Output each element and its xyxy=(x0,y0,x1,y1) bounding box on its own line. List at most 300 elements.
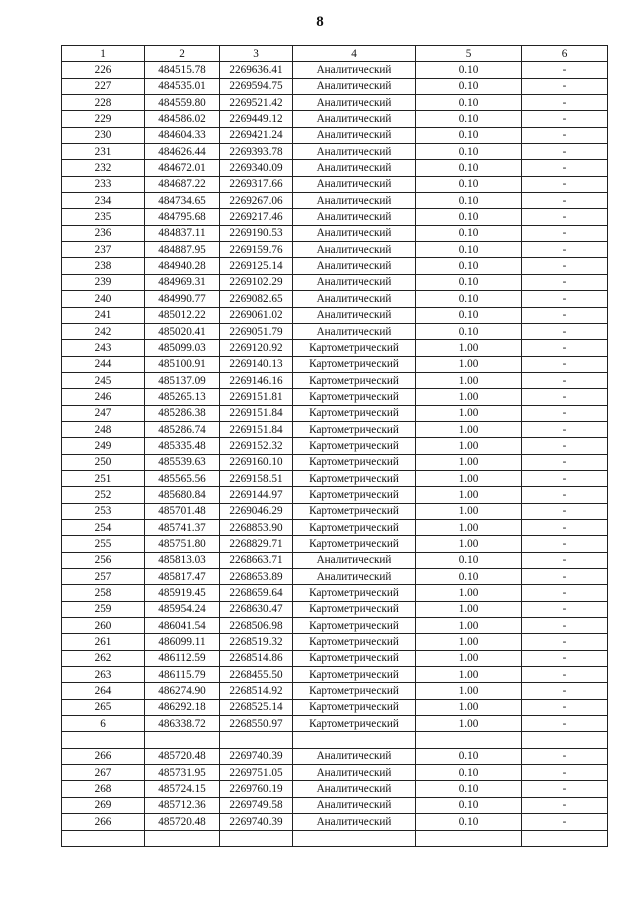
y-coordinate-cell: 2269740.39 xyxy=(220,814,293,830)
method-cell: Картометрический xyxy=(293,340,416,356)
y-coordinate-cell: 2269594.75 xyxy=(220,78,293,94)
method-cell: Картометрический xyxy=(293,389,416,405)
table-row xyxy=(62,634,608,650)
x-coordinate-cell: 485680.84 xyxy=(145,487,220,503)
description-cell: - xyxy=(522,389,608,405)
y-coordinate-cell: 2268519.32 xyxy=(220,634,293,650)
point-number-cell: 230 xyxy=(62,127,145,143)
table-row xyxy=(62,193,608,209)
method-cell: Аналитический xyxy=(293,748,416,764)
description-cell: - xyxy=(522,667,608,683)
x-coordinate-cell: 486115.79 xyxy=(145,667,220,683)
point-number-cell: 244 xyxy=(62,356,145,372)
x-coordinate-cell: 485137.09 xyxy=(145,372,220,388)
accuracy-cell: 0.10 xyxy=(416,144,522,160)
x-coordinate-cell: 484734.65 xyxy=(145,193,220,209)
description-cell: - xyxy=(522,487,608,503)
x-coordinate-cell xyxy=(145,830,220,846)
point-number-cell: 236 xyxy=(62,225,145,241)
accuracy-cell: 1.00 xyxy=(416,618,522,634)
x-coordinate-cell: 485099.03 xyxy=(145,340,220,356)
x-coordinate-cell: 484687.22 xyxy=(145,176,220,192)
description-cell: - xyxy=(522,454,608,470)
point-number-cell: 238 xyxy=(62,258,145,274)
method-cell: Картометрический xyxy=(293,405,416,421)
method-cell: Картометрический xyxy=(293,667,416,683)
point-number-cell: 248 xyxy=(62,421,145,437)
point-number-cell: 255 xyxy=(62,536,145,552)
method-cell: Аналитический xyxy=(293,193,416,209)
accuracy-cell: 0.10 xyxy=(416,748,522,764)
description-cell: - xyxy=(522,193,608,209)
accuracy-cell: 1.00 xyxy=(416,421,522,437)
table-row xyxy=(62,487,608,503)
y-coordinate-cell: 2269760.19 xyxy=(220,781,293,797)
description-cell: - xyxy=(522,340,608,356)
point-number-cell: 265 xyxy=(62,699,145,715)
description-cell: - xyxy=(522,242,608,258)
method-cell: Аналитический xyxy=(293,95,416,111)
table-row xyxy=(62,552,608,568)
accuracy-cell: 0.10 xyxy=(416,797,522,813)
description-cell: - xyxy=(522,765,608,781)
table-row xyxy=(62,618,608,634)
table-row xyxy=(62,748,608,764)
point-number-cell: 233 xyxy=(62,176,145,192)
x-coordinate-cell: 484887.95 xyxy=(145,242,220,258)
description-cell: - xyxy=(522,536,608,552)
y-coordinate-cell: 2268550.97 xyxy=(220,716,293,732)
method-cell: Аналитический xyxy=(293,176,416,192)
point-number-cell: 260 xyxy=(62,618,145,634)
table-row xyxy=(62,176,608,192)
table-row xyxy=(62,209,608,225)
point-number-cell: 228 xyxy=(62,95,145,111)
table-row xyxy=(62,765,608,781)
accuracy-cell: 0.10 xyxy=(416,781,522,797)
method-cell: Картометрический xyxy=(293,618,416,634)
table-row-blank xyxy=(62,732,608,748)
x-coordinate-cell: 485020.41 xyxy=(145,323,220,339)
accuracy-cell: 1.00 xyxy=(416,389,522,405)
point-number-cell: 247 xyxy=(62,405,145,421)
x-coordinate-cell: 485720.48 xyxy=(145,814,220,830)
accuracy-cell: 0.10 xyxy=(416,111,522,127)
x-coordinate-cell: 485724.15 xyxy=(145,781,220,797)
point-number-cell: 242 xyxy=(62,323,145,339)
description-cell: - xyxy=(522,650,608,666)
description-cell: - xyxy=(522,748,608,764)
accuracy-cell: 1.00 xyxy=(416,454,522,470)
method-cell xyxy=(293,732,416,748)
description-cell: - xyxy=(522,291,608,307)
table-row xyxy=(62,814,608,830)
method-cell: Картометрический xyxy=(293,470,416,486)
method-cell: Аналитический xyxy=(293,552,416,568)
description-cell: - xyxy=(522,634,608,650)
column-header-description: 6 xyxy=(522,46,608,62)
y-coordinate-cell: 2268455.50 xyxy=(220,667,293,683)
method-cell: Аналитический xyxy=(293,144,416,160)
accuracy-cell: 1.00 xyxy=(416,470,522,486)
accuracy-cell: 1.00 xyxy=(416,683,522,699)
table-row xyxy=(62,585,608,601)
table-row xyxy=(62,438,608,454)
description-cell: - xyxy=(522,209,608,225)
description-cell xyxy=(522,732,608,748)
method-cell: Картометрический xyxy=(293,519,416,535)
method-cell: Картометрический xyxy=(293,650,416,666)
y-coordinate-cell: 2269140.13 xyxy=(220,356,293,372)
description-cell: - xyxy=(522,585,608,601)
table-row xyxy=(62,340,608,356)
table-row xyxy=(62,389,608,405)
x-coordinate-cell: 484535.01 xyxy=(145,78,220,94)
y-coordinate-cell: 2268829.71 xyxy=(220,536,293,552)
y-coordinate-cell: 2268653.89 xyxy=(220,569,293,585)
table-header-row xyxy=(62,46,608,62)
y-coordinate-cell: 2269051.79 xyxy=(220,323,293,339)
method-cell: Аналитический xyxy=(293,209,416,225)
y-coordinate-cell: 2268514.86 xyxy=(220,650,293,666)
column-header-method: 4 xyxy=(293,46,416,62)
method-cell: Картометрический xyxy=(293,601,416,617)
point-number-cell: 257 xyxy=(62,569,145,585)
accuracy-cell xyxy=(416,732,522,748)
accuracy-cell: 0.10 xyxy=(416,258,522,274)
accuracy-cell: 0.10 xyxy=(416,160,522,176)
description-cell: - xyxy=(522,111,608,127)
y-coordinate-cell: 2268659.64 xyxy=(220,585,293,601)
y-coordinate-cell: 2269151.84 xyxy=(220,405,293,421)
x-coordinate-cell: 486292.18 xyxy=(145,699,220,715)
table-row xyxy=(62,307,608,323)
y-coordinate-cell: 2269144.97 xyxy=(220,487,293,503)
x-coordinate-cell: 484795.68 xyxy=(145,209,220,225)
description-cell: - xyxy=(522,274,608,290)
method-cell: Картометрический xyxy=(293,421,416,437)
description-cell: - xyxy=(522,356,608,372)
accuracy-cell: 1.00 xyxy=(416,372,522,388)
point-number-cell: 227 xyxy=(62,78,145,94)
y-coordinate-cell: 2269749.58 xyxy=(220,797,293,813)
x-coordinate-cell: 485701.48 xyxy=(145,503,220,519)
table-row xyxy=(62,95,608,111)
table-row xyxy=(62,62,608,78)
table-row xyxy=(62,650,608,666)
point-number-cell: 246 xyxy=(62,389,145,405)
method-cell: Картометрический xyxy=(293,683,416,699)
point-number-cell: 256 xyxy=(62,552,145,568)
table-row xyxy=(62,601,608,617)
point-number-cell: 266 xyxy=(62,814,145,830)
accuracy-cell: 0.10 xyxy=(416,176,522,192)
table-row-blank xyxy=(62,830,608,846)
method-cell: Аналитический xyxy=(293,242,416,258)
y-coordinate-cell: 2269146.16 xyxy=(220,372,293,388)
y-coordinate-cell: 2269267.06 xyxy=(220,193,293,209)
y-coordinate-cell: 2268853.90 xyxy=(220,519,293,535)
y-coordinate-cell: 2269340.09 xyxy=(220,160,293,176)
point-number-cell: 253 xyxy=(62,503,145,519)
table-row xyxy=(62,372,608,388)
point-number-cell: 254 xyxy=(62,519,145,535)
y-coordinate-cell: 2269046.29 xyxy=(220,503,293,519)
y-coordinate-cell: 2269751.05 xyxy=(220,765,293,781)
table-row xyxy=(62,683,608,699)
x-coordinate-cell: 484586.02 xyxy=(145,111,220,127)
method-cell: Аналитический xyxy=(293,225,416,241)
x-coordinate-cell: 485817.47 xyxy=(145,569,220,585)
y-coordinate-cell: 2269151.84 xyxy=(220,421,293,437)
description-cell: - xyxy=(522,95,608,111)
description-cell: - xyxy=(522,470,608,486)
y-coordinate-cell: 2269160.10 xyxy=(220,454,293,470)
point-number-cell: 266 xyxy=(62,748,145,764)
point-number-cell: 258 xyxy=(62,585,145,601)
table-row xyxy=(62,356,608,372)
point-number-cell: 226 xyxy=(62,62,145,78)
point-number-cell: 262 xyxy=(62,650,145,666)
method-cell: Аналитический xyxy=(293,323,416,339)
table-row xyxy=(62,111,608,127)
x-coordinate-cell xyxy=(145,732,220,748)
column-header-point: 1 xyxy=(62,46,145,62)
accuracy-cell: 1.00 xyxy=(416,503,522,519)
table-row xyxy=(62,667,608,683)
accuracy-cell: 0.10 xyxy=(416,323,522,339)
point-number-cell: 264 xyxy=(62,683,145,699)
description-cell: - xyxy=(522,683,608,699)
description-cell xyxy=(522,830,608,846)
method-cell: Картометрический xyxy=(293,454,416,470)
description-cell: - xyxy=(522,372,608,388)
method-cell: Аналитический xyxy=(293,127,416,143)
point-number-cell: 259 xyxy=(62,601,145,617)
point-number-cell: 6 xyxy=(62,716,145,732)
method-cell: Аналитический xyxy=(293,291,416,307)
description-cell: - xyxy=(522,258,608,274)
x-coordinate-cell: 485751.80 xyxy=(145,536,220,552)
y-coordinate-cell: 2269158.51 xyxy=(220,470,293,486)
y-coordinate-cell: 2269393.78 xyxy=(220,144,293,160)
x-coordinate-cell: 485565.56 xyxy=(145,470,220,486)
point-number-cell: 250 xyxy=(62,454,145,470)
accuracy-cell: 0.10 xyxy=(416,814,522,830)
description-cell: - xyxy=(522,62,608,78)
x-coordinate-cell: 484626.44 xyxy=(145,144,220,160)
x-coordinate-cell: 485100.91 xyxy=(145,356,220,372)
description-cell: - xyxy=(522,814,608,830)
y-coordinate-cell: 2269120.92 xyxy=(220,340,293,356)
method-cell: Картометрический xyxy=(293,487,416,503)
accuracy-cell: 1.00 xyxy=(416,405,522,421)
point-number-cell: 243 xyxy=(62,340,145,356)
method-cell: Картометрический xyxy=(293,356,416,372)
x-coordinate-cell: 485286.38 xyxy=(145,405,220,421)
accuracy-cell: 1.00 xyxy=(416,699,522,715)
description-cell: - xyxy=(522,176,608,192)
point-number-cell: 237 xyxy=(62,242,145,258)
accuracy-cell: 1.00 xyxy=(416,585,522,601)
method-cell: Картометрический xyxy=(293,699,416,715)
y-coordinate-cell: 2269421.24 xyxy=(220,127,293,143)
description-cell: - xyxy=(522,421,608,437)
x-coordinate-cell: 486099.11 xyxy=(145,634,220,650)
accuracy-cell: 0.10 xyxy=(416,209,522,225)
x-coordinate-cell: 485012.22 xyxy=(145,307,220,323)
accuracy-cell: 1.00 xyxy=(416,487,522,503)
point-number-cell: 249 xyxy=(62,438,145,454)
description-cell: - xyxy=(522,618,608,634)
method-cell: Аналитический xyxy=(293,160,416,176)
y-coordinate-cell: 2269636.41 xyxy=(220,62,293,78)
column-header-y: 3 xyxy=(220,46,293,62)
table-row xyxy=(62,258,608,274)
accuracy-cell: 0.10 xyxy=(416,193,522,209)
method-cell: Аналитический xyxy=(293,258,416,274)
table-row xyxy=(62,160,608,176)
accuracy-cell: 0.10 xyxy=(416,291,522,307)
x-coordinate-cell: 484604.33 xyxy=(145,127,220,143)
accuracy-cell: 1.00 xyxy=(416,716,522,732)
x-coordinate-cell: 485265.13 xyxy=(145,389,220,405)
y-coordinate-cell: 2269159.76 xyxy=(220,242,293,258)
table-row xyxy=(62,716,608,732)
accuracy-cell: 0.10 xyxy=(416,78,522,94)
table-row xyxy=(62,503,608,519)
table-row xyxy=(62,470,608,486)
method-cell: Аналитический xyxy=(293,307,416,323)
point-number-cell: 234 xyxy=(62,193,145,209)
table-row xyxy=(62,454,608,470)
description-cell: - xyxy=(522,160,608,176)
y-coordinate-cell xyxy=(220,732,293,748)
x-coordinate-cell: 484990.77 xyxy=(145,291,220,307)
accuracy-cell: 0.10 xyxy=(416,552,522,568)
column-header-x: 2 xyxy=(145,46,220,62)
description-cell: - xyxy=(522,699,608,715)
y-coordinate-cell: 2269082.65 xyxy=(220,291,293,307)
description-cell: - xyxy=(522,519,608,535)
x-coordinate-cell: 485954.24 xyxy=(145,601,220,617)
y-coordinate-cell: 2269061.02 xyxy=(220,307,293,323)
description-cell: - xyxy=(522,601,608,617)
method-cell: Аналитический xyxy=(293,111,416,127)
accuracy-cell: 0.10 xyxy=(416,62,522,78)
table-row xyxy=(62,781,608,797)
point-number-cell: 261 xyxy=(62,634,145,650)
y-coordinate-cell: 2269190.53 xyxy=(220,225,293,241)
point-number-cell: 268 xyxy=(62,781,145,797)
accuracy-cell xyxy=(416,830,522,846)
y-coordinate-cell xyxy=(220,830,293,846)
x-coordinate-cell: 485919.45 xyxy=(145,585,220,601)
table-row xyxy=(62,144,608,160)
point-number-cell: 251 xyxy=(62,470,145,486)
accuracy-cell: 1.00 xyxy=(416,601,522,617)
accuracy-cell: 1.00 xyxy=(416,667,522,683)
method-cell: Картометрический xyxy=(293,536,416,552)
x-coordinate-cell: 486338.72 xyxy=(145,716,220,732)
y-coordinate-cell: 2269740.39 xyxy=(220,748,293,764)
description-cell: - xyxy=(522,716,608,732)
accuracy-cell: 1.00 xyxy=(416,356,522,372)
description-cell: - xyxy=(522,78,608,94)
y-coordinate-cell: 2268506.98 xyxy=(220,618,293,634)
description-cell: - xyxy=(522,797,608,813)
point-number-cell: 263 xyxy=(62,667,145,683)
point-number-cell: 252 xyxy=(62,487,145,503)
method-cell: Аналитический xyxy=(293,814,416,830)
table-body xyxy=(62,62,608,847)
x-coordinate-cell: 485286.74 xyxy=(145,421,220,437)
accuracy-cell: 0.10 xyxy=(416,127,522,143)
table-row xyxy=(62,225,608,241)
method-cell: Картометрический xyxy=(293,634,416,650)
table-row xyxy=(62,78,608,94)
x-coordinate-cell: 485539.63 xyxy=(145,454,220,470)
description-cell: - xyxy=(522,307,608,323)
method-cell: Аналитический xyxy=(293,569,416,585)
description-cell: - xyxy=(522,438,608,454)
description-cell: - xyxy=(522,503,608,519)
x-coordinate-cell: 486112.59 xyxy=(145,650,220,666)
table-row xyxy=(62,323,608,339)
table-row xyxy=(62,569,608,585)
method-cell: Картометрический xyxy=(293,716,416,732)
accuracy-cell: 1.00 xyxy=(416,519,522,535)
column-header-accuracy: 5 xyxy=(416,46,522,62)
point-number-cell: 241 xyxy=(62,307,145,323)
x-coordinate-cell: 485741.37 xyxy=(145,519,220,535)
description-cell: - xyxy=(522,225,608,241)
accuracy-cell: 0.10 xyxy=(416,765,522,781)
x-coordinate-cell: 485335.48 xyxy=(145,438,220,454)
y-coordinate-cell: 2268514.92 xyxy=(220,683,293,699)
point-number-cell: 267 xyxy=(62,765,145,781)
method-cell: Аналитический xyxy=(293,78,416,94)
table-row xyxy=(62,421,608,437)
x-coordinate-cell: 485813.03 xyxy=(145,552,220,568)
accuracy-cell: 1.00 xyxy=(416,634,522,650)
point-number-cell: 235 xyxy=(62,209,145,225)
method-cell: Картометрический xyxy=(293,585,416,601)
description-cell: - xyxy=(522,127,608,143)
point-number-cell: 269 xyxy=(62,797,145,813)
description-cell: - xyxy=(522,144,608,160)
coordinates-table xyxy=(61,45,608,847)
point-number-cell: 239 xyxy=(62,274,145,290)
y-coordinate-cell: 2269125.14 xyxy=(220,258,293,274)
y-coordinate-cell: 2268525.14 xyxy=(220,699,293,715)
x-coordinate-cell: 484515.78 xyxy=(145,62,220,78)
y-coordinate-cell: 2269217.46 xyxy=(220,209,293,225)
y-coordinate-cell: 2268663.71 xyxy=(220,552,293,568)
point-number-cell: 245 xyxy=(62,372,145,388)
x-coordinate-cell: 484559.80 xyxy=(145,95,220,111)
y-coordinate-cell: 2269317.66 xyxy=(220,176,293,192)
method-cell: Аналитический xyxy=(293,62,416,78)
point-number-cell xyxy=(62,732,145,748)
y-coordinate-cell: 2268630.47 xyxy=(220,601,293,617)
accuracy-cell: 0.10 xyxy=(416,95,522,111)
point-number-cell: 231 xyxy=(62,144,145,160)
accuracy-cell: 0.10 xyxy=(416,569,522,585)
table-row xyxy=(62,519,608,535)
y-coordinate-cell: 2269102.29 xyxy=(220,274,293,290)
point-number-cell: 229 xyxy=(62,111,145,127)
